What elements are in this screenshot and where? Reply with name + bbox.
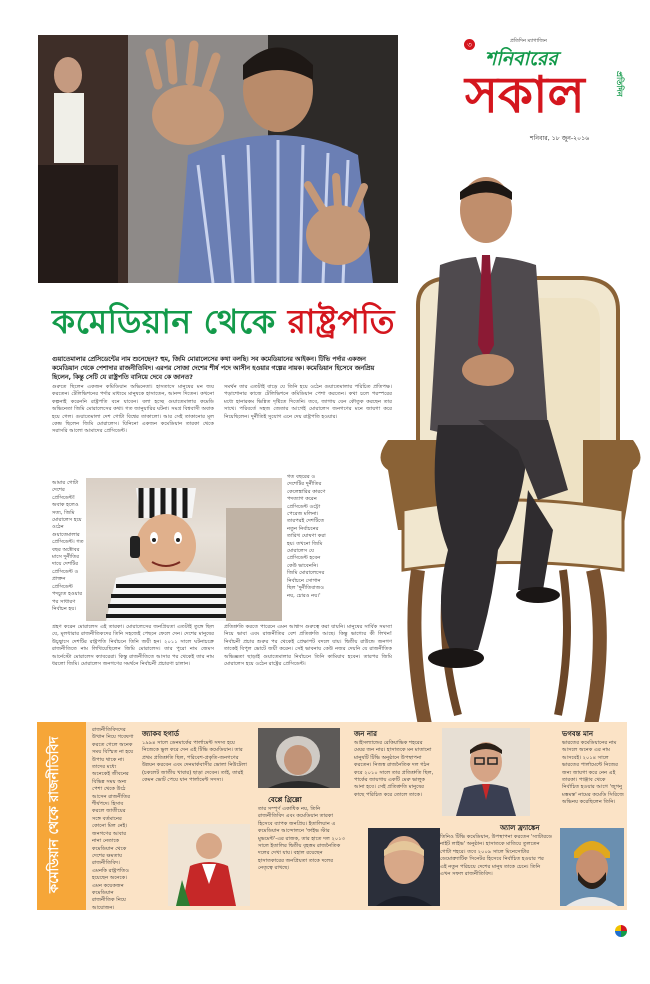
panel-1-text: ১৯৯৪ সালে ডেনমার্কের পার্লামেন্ট সদস্য হয়ে নিজেকে ভুল করে দেন এই টিভি কমেডিয়ান। তার প্রথম প্রতিশ্রুতি ছিল, পরিবেশ-প্রকৃতি-জনগণের উন্নয়ন করবেন এবং দেনমার্কবাসীর ভোলা নিউটেলা (চকলেট জাতীয় খাবার) ছাড়া দেবেন। তাই, তারই কেমন ভোট পেয়ে যান পার্লামেন্ট সদস্য। — [142, 740, 247, 784]
panel-3-name: জন নার — [354, 730, 377, 738]
masthead-tagline: প্রতিদিন ম্যাগাজিন — [510, 38, 547, 44]
masthead-page-number: ৩ — [464, 39, 475, 50]
body-column-1-narrow: আমার গোটা দেশের প্রেসিডেন্ট! অবাক হলেও সত্য, জিমি মোরালেস হয়ে ওঠেন গুয়াতেমালার প্রেসিডেন্ট। গত বছর অক্টোবর মাসে দুর্নীতির দায়ে দেশটির প্রেসিডেন্ট ও প্রাক্তন প্রেসিডেন্ট পদচ্যুত হওয়ার পর সাধারণ নির্বাচন হয়। — [52, 480, 84, 612]
panel-4-text: তিনিও টিভি কমেডিয়ান, উপস্থাপনা করতেন 'স্যাটারডে নাইট লাইভ' অনুষ্ঠান। হাসাতকে মাতিয়ে তুলতেন গোটা শহরে। তবে ২০০৯ সালে মিনেসোটার ডেমোক্র্যাটিক সিনেটর হিসেবে নির্বাচিত হওয়ার পর এই নতুন পরিচয়ে দেশের মানুষ তাকে চেনে। তিনি এখন সফল রাজনীতিবিদ। — [440, 834, 553, 878]
panel-5-name: ভগবন্ত মান — [562, 730, 594, 738]
panel-2-photo-art — [258, 728, 340, 788]
body-column-2-narrow: গত বছরের ও দেশেটির দুর্নীতির কেলেঙ্কারির কারণে পদত্যাগ করেন প্রেসিডেন্ট ওট্টো পেরেজ মলিনা। তারপরই দেশটিতে নতুন নির্বাচনের তারিখ ঘোষণা করা হয়। তখনো জিমি মোরালেস যে প্রেসিডেন্ট হবেন কেউ ভাবেননি। জিমি মোরালেসের নির্বাচনে সোগান ছিল 'দুর্নীতিবাজও নয়, চোরও নয়।' — [287, 474, 326, 599]
headline — [52, 296, 396, 352]
panel-2-text: তার সম্পূর্ণ একাধিক নয়, তিনি রাজনীতিবিদ এবং কমেডিয়ান তারকা হিসেবে ব্যাপক জনপ্রিয়। ইতালিয়ান এ কমেডিয়ান আন্দোলনে 'ফাইভ স্টার মুভমেন্ট'-এর রাজক, তার হাতে দল ২০১৩ সালে ইতালির দ্বিতীয় বৃহত্তম রাজনৈতিক দলের দেখা যায়। বহাল রয়েছেন হাসাতকারের জনপ্রিয়তা তাকে দলের নেতৃত্বে রাখছে। — [258, 806, 345, 872]
masthead — [455, 33, 635, 158]
lead-paragraph: গুয়াতেমালার প্রেসিডেন্টের নাম শুনেছেন? হুম, জিমি মোরালেসের কথা বলছি। সব কমেডিয়ানের আইকন। টিভি পর্দার একজন কমেডিয়ান থেকে পেশাদার রাজনীতিবিদ। এরপর সোজা দেশের শীর্ষ পদে আসীন হওয়ার গল্পের নায়ক। কমেডিয়ান হিসেবে জনপ্রিয় ছিলেন, কিন্তু সেটি যে রাষ্ট্রপতি বানিয়ে দেবে কে জানত? — [52, 356, 375, 381]
panel-2-photo — [258, 728, 340, 788]
panel-3-text: আইসল্যান্ডের রেকিয়াভিক শহরের মেয়র জন নার। হাসাতকে মন মাতানো মানুষটি টিভি অনুষ্ঠানে উপস্থাপনা করতেন। নিজস্ব রাজনৈতিক দল গঠন করে ২০১০ সালে তার প্রতিশ্রুতি ছিল, পার্কের জায়গায় একটি মেরু ভালুক আনা হবে। সেই প্রতিশ্রুতি মানুষের কাছে পরিচিত করে তোলে তাকে। — [354, 740, 434, 798]
main-photo-art — [378, 170, 643, 740]
top-photo — [38, 35, 398, 283]
panel-3-photo-art — [368, 828, 440, 906]
main-photo — [378, 170, 643, 740]
panel-2-name: বেপ্পে গ্রিল্লো — [268, 796, 302, 804]
body-column-2: সমর্থন তার এতটাই বাড়ে যে তিনি হয়ে ওঠেন গুয়াতেমালার পরিচিত প্রতিপক্ষ। পড়াশোনার কাজে টেলিভিশনে কমিডিয়ান পেশা করতেন। কথা চলে পরস্পরের মধ্যে হানারকম ভিন্নিত দৃষ্টিতে দিতেনি। তবে, জাগায় যেন কৌতুক করছেন তার সাথে। পরিবর্তে সহজ জেতার আগেই মোরালেস জনগণের মনে জায়গা করে নিয়েছিলেন। দুর্নীতিই সুযোগ এনে দেয় রাষ্ট্রপতি হওয়ার। — [224, 384, 392, 420]
panel-5-photo-art — [560, 828, 624, 906]
panel-5-photo — [560, 828, 624, 906]
panel-4-photo-art — [442, 728, 530, 816]
middle-photo-art — [86, 478, 282, 621]
panel-4-name: অ্যাল ফ্র্যাঙ্কেন — [500, 824, 540, 832]
body-column-1-bottom: গ্রহণ করেন মোরালেস এই তারকা। মোরালেসের জনপ্রিয়তা এতটাই তুঙ্গে ছিল যে, মূলধারার রাজনীতিকদের তিনি সহজেই পেছনে ফেলে দেন। দেশের মানুষের উচ্ছ্বাসে দেশটির রাষ্ট্রপতি নির্বাচনে তিনি জয়ী হন। ২০১১ সালে ঘটনাচক্রে রাজনীতিতে নাম লিখিয়েছিলেন জিমি মোরালেস। তার পুরো নাম জেমস আর্নেস্টো মোরালেস ক্যাবরেরা। কিন্তু রাজনীতিতে আসার পর থেকেই তার নাম ধরলো জিমি। মোরালেস জনগণের সমর্থনে নির্বাচনী প্রচারণা চালান। — [52, 624, 214, 668]
body-column-1: গুরুতে ছিলেন একজন কমিডিয়ান অভিনেতা। হাসতাসে মানুষের মন জয় করতেন। টেলিভিশনের পর্দার মাধ্যমে মানুষকে হাসাতেন, আনন্দ দিতেন। কখনো কল্পনাই করেননি রাষ্ট্রপতি বনে যাবেন। বলা হচ্ছে গুয়াতেমালার কমেডি অভিনেতা জিমি মোরালেসের কথা। গত জানুয়ারির ঘটনা। সমগ্র বিশ্ববাসী অবাক হয়ে গেল। গুয়াতেমালা দেশ গোটা বিশ্বের তাকালো। আর সেই তাকানোর মূল কেন্দ্র ছিলেন জিমি মোরালেস। যিনিনো একজন কমেডিয়ান তারকা থেকে সরাসরি আলো আমাদের প্রেসিডেন্ট। — [52, 384, 214, 435]
masthead-side-label: প্রতিদিন — [615, 71, 624, 97]
panel-5-text: ভারতের কমেডিয়ানের নাম আসলে অনেক এর নাম আসবেই। ২০১৪ সালে ভারতের পার্লামেন্টে নিজের জন্য জায়গা করে নেন এই তারকা। পাঞ্জাব থেকে নির্বাচিত হওয়ার আগে 'জুগনু মস্তমস্ত' নামের কমেডি সিরিজে অভিনয় করেছিলেন তিনি। — [562, 740, 624, 806]
middle-photo — [86, 478, 282, 621]
panel-4-photo — [442, 728, 530, 816]
masthead-title-main: সকাল — [465, 66, 585, 124]
bottom-side-banner — [37, 722, 86, 910]
registration-mark-icon — [615, 925, 627, 937]
headline-part2: রাষ্ট্রপতি — [287, 302, 396, 341]
panel-3-photo — [368, 828, 440, 906]
body-column-2-bottom: প্রতিশ্রুতি করতে পারেনে এমন আশ্বাস গুরুত্বে করা যায়নি। মানুষের সার্বিক সমস্যা নিয়ে ভাবা এবং রাজনীতির বেশ প্রতিশ্রুতি আছে। কিন্তু ভাগ্যের কী লিখন! নির্বাচনী প্রচার শুরুর পর থেকেই প্রেক্ষাপট বদলে যায়। দ্বিতীয় রাউন্ডে জনগণ তাকেই বিপুল ভোটে জয়ী করেন। সেই ভাবনায় কেউ নজর দেয়নি যে রাজনীতিক অভিজ্ঞতা ছাড়াই গুয়াতেমালার নির্বাচনে তিনি কামিয়াব হবেন। তারপর জিমি মোরালেস হয়ে ওঠেন রাষ্ট্রের প্রেসিডেন্ট। — [224, 624, 392, 668]
panel-1-photo — [168, 824, 250, 906]
panel-1-photo-art — [168, 824, 250, 906]
masthead-date: শনিবার, ১৮ জুন-২০১৬ — [530, 135, 590, 142]
masthead-title-top: শনিবারের — [485, 48, 558, 70]
headline-part1: কমেডিয়ান থেকে — [52, 302, 276, 341]
bottom-side-banner-text: কমেডিয়ান থেকে রাজনীতিবিদ — [47, 736, 62, 894]
top-photo-art — [38, 35, 398, 283]
panel-1-name: জ্যাকব হগার্ড — [142, 730, 180, 738]
bottom-intro: রাজনীতিবিদদের উত্থান নিয়ে গবেষণা করতে গেলে অনেক সময় বিস্মিত না হয়ে উপায় থাকে না। তাদের মধ্যে অনেকেই জীবনের বিভিন্ন সময় অন্য পেশা থেকে উঠে আসেন রাজনীতির শীর্ষপদে। হিসাব করলে জাতীয়ের সঙ্গে বর্তমানের কোনো মিল নেই। জনগণের আবার নানা নেতাকে কমেডিয়ান থেকে দেশের ক্ষমতায় রাজনীতিবিদ। এমনকি রাষ্ট্রপতিও হয়েছেন অনেকে। এমন কয়েকজন কমেডিয়ান রাজনীতিক নিয়ে আয়োজন। — [92, 727, 134, 911]
